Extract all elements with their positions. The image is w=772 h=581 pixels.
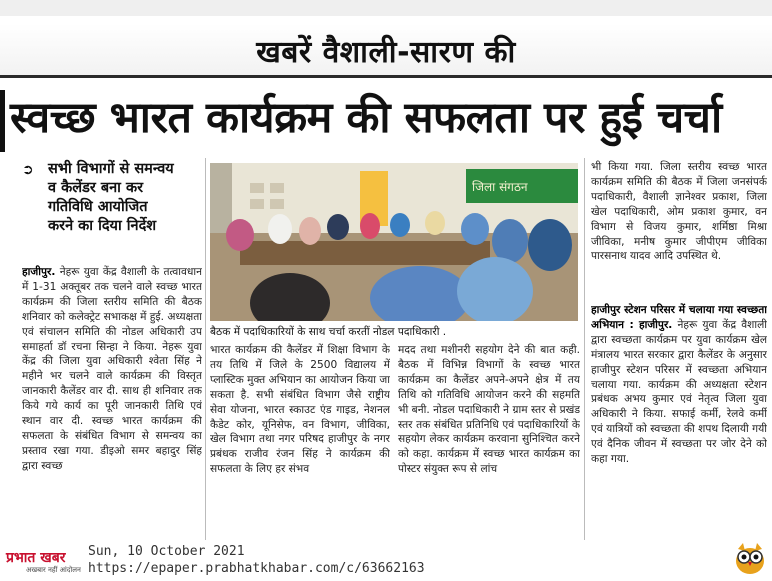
second-story-dateline: हाजीपुर. [638, 318, 673, 331]
footer-url[interactable]: https://epaper.prabhatkhabar.com/c/63662163 [88, 561, 425, 576]
second-story-text: नेहरू युवा केंद्र वैशाली द्वारा स्वच्छता कार्यक्रम पर युवा कार्यक्रम खेल मंत्रालय भारत सरकार द्वारा कैलेंडर के अनुसार हाजीपुर स्टेशन परिसर में स्वच्छता अभियान चलाया गया. कार्यक्रम की अध्यक्षता स्टेशन प्रबंधक अभय कुमार एवं नेतृत्व जिला युवा अधिकारी ने किया. सफाई कर्मी, रेलवे कर्मी एवं यात्रियों को स्वच्छता की शपथ दिलायी गयी एवं दैनिक जीवन में स्वच्छता पर जोर देने को कहा गया. [591, 318, 767, 466]
subheadline-text: सभी विभागों से समन्वय व कैलेंडर बना कर गतिविधि आयोजित करने का दिया निर्देश [48, 161, 174, 234]
column-divider [584, 158, 585, 540]
photo-caption: बैठक में पदाधिकारियों के साथ चर्चा करतीं नोडल पदाधिकारी . [210, 326, 447, 338]
footer-date: Sun, 10 October 2021 [88, 544, 245, 559]
story-column-3: मदद तथा मशीनरी सहयोग देने की बात कही. बैठक में विभिन्न विभागों के स्वच्छ भारत कार्यक्रम का कैलेंडर अपने-अपने क्षेत्र में तय तिथि को गतिविधि आयोजन करने की सहमति भी बनी. नोडल पदाधिकारी ने ग्राम स्तर से प्रखंड स्तर तक संबंधित प्रतिनिधि एवं पदाधिकारियों के सहयोग लेकर कार्यक्रम करवाना सुनिश्चित करने को कहा. कार्यक्रम में स्वच्छ भारत कार्यक्रम का पोस्टर संयुक्त रूप से लांच [398, 344, 580, 476]
top-strip [0, 0, 772, 16]
second-story [591, 303, 767, 537]
story-dateline: हाजीपुर. [22, 266, 56, 278]
second-story-subhead: हाजीपुर स्टेशन परिसर में चलाया गया स्वच्छता अभियान : [591, 304, 767, 331]
left-rule [0, 90, 5, 152]
footer-meta [88, 543, 425, 577]
story-column-1 [22, 265, 202, 535]
meeting-photo [210, 163, 578, 321]
story-column-2: भारत कार्यक्रम की कैलेंडर में शिक्षा विभाग के तय तिथि में जिले के 2500 विद्यालय में प्लास्टिक मुक्त अभियान का आयोजन किया जा सकता है. सभी संबंधित विभाग जैसे राष्ट्रीय सेवा योजना, भारत स्काउट एंड गाइड, नेशनल कैडेट कोर, यूनिसेफ, वन विभाग, जीविका, खेल विभाग तथा नगर परिषद हाजीपुर के नगर प्रबंधक राजीव रंजन सिंह ने कार्यक्रम की सफलता के लिए हर संभव [210, 344, 390, 476]
meeting-photo-illustration [210, 163, 578, 321]
arrow-bullet-icon: ➲ [22, 162, 34, 178]
story-column-4: भी किया गया. जिला स्तरीय स्वच्छ भारत कार्यक्रम समिति की बैठक में जिला जनसंपर्क पदाधिकारी, वैशाली ज्ञानेश्वर प्रकाश, जिला खेल पदाधिकारी, ओम प्रकाश कुमार, वन विभाग से विजय कुमार, शर्मिष्ठा मिश्रा जीविका, मनीष कुमार जीपीएम जीविका पारसनाथ यादव आदि उपस्थित थे. [591, 161, 767, 263]
svg-text:जिला संगठन: जिला संगठन [472, 180, 528, 194]
story-text-col1: नेहरू युवा केंद्र वैशाली के तत्वावधान में 1-31 अक्तूबर तक चलने वाले स्वच्छ भारत कार्यक्रम की जिला स्तरीय समिति की बैठक शनिवार को कलेक्ट्रेट सभाकक्ष में हुई. अध्यक्षता एवं संचालन समिति की नोडल अधिकारी उप समाहर्ता डॉ रचना सिन्हा ने किया. नेहरू युवा केंद्र की जिला युवा अधिकारी श्वेता सिंह ने महीने भर चलने वाले कार्यक्रम की विस्तृत जानकारी कैलेंडर वार दी. साथ ही शनिवार तक किये गये कार्य का पूरी जानकारी तिथि एवं स्थान वार दी. स्वच्छ भारत कार्यक्रम की सफलता के संबंधित विभाग से समन्वय का प्रस्ताव रखा गया. डीइओ समर बहादुर सिंह द्वारा स्वच्छ [22, 266, 202, 472]
headline: स्वच्छ भारत कार्यक्रम की सफलता पर हुई चर्चा [10, 93, 722, 143]
prabhat-khabar-logo: प्रभात खबर अखबार नहीं आंदोलन [6, 550, 81, 574]
section-title: खबरें वैशाली-सारण की [256, 35, 516, 70]
owl-mascot-icon [734, 541, 766, 575]
